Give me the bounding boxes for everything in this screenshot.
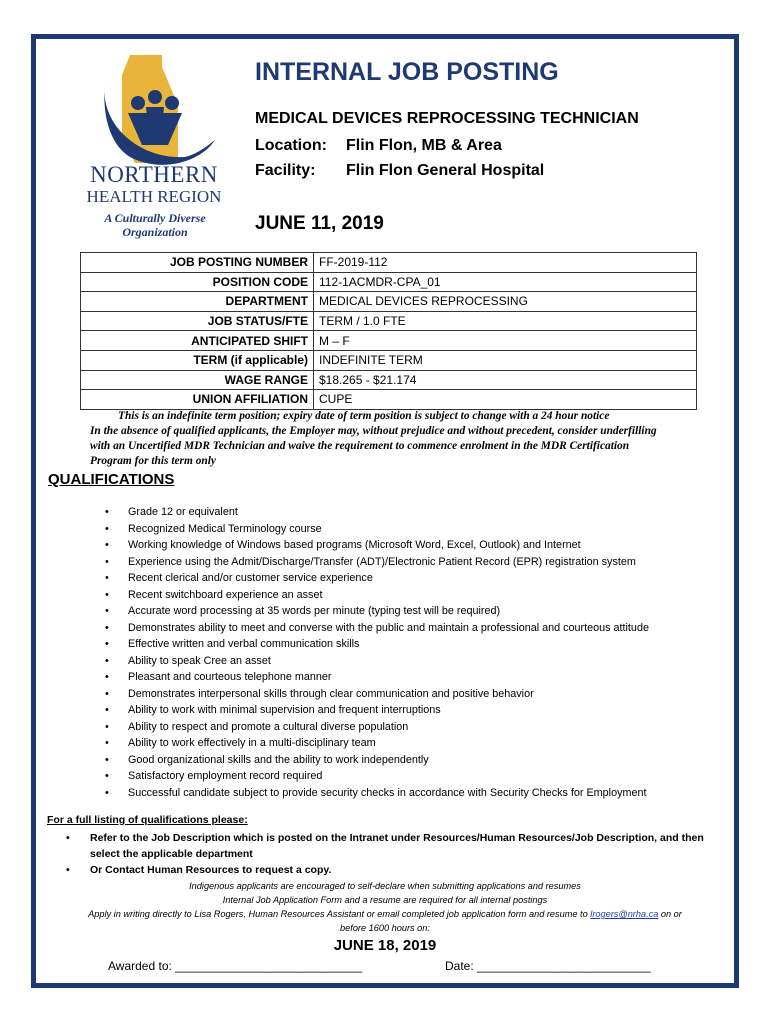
list-item: • Recognized Medical Terminology course	[100, 521, 649, 538]
absence-note-line3: Program for this term only	[90, 455, 216, 467]
list-item: • Successful candidate subject to provide security checks in accordance with Security Checks for Employment	[100, 785, 649, 802]
list-item: • Demonstrates interpersonal skills through clear communication and positive behavior	[100, 686, 649, 703]
detail-value: M – F	[314, 331, 697, 351]
detail-label: JOB STATUS/FTE	[81, 311, 314, 331]
qualifications-heading: QUALIFICATIONS	[48, 471, 175, 488]
table-row	[81, 370, 697, 390]
job-details-table	[80, 252, 697, 410]
list-item: • Ability to work effectively in a multi-disciplinary team	[100, 735, 649, 752]
detail-value: FF-2019-112	[314, 253, 697, 273]
org-tagline: A Culturally Diverse Organization	[104, 211, 206, 239]
closing-date: JUNE 18, 2019	[333, 937, 437, 954]
figure-head	[131, 96, 145, 110]
detail-value: INDEFINITE TERM	[314, 350, 697, 370]
date-field: Date: __________________________	[445, 959, 651, 973]
figure-head	[148, 90, 162, 104]
table-row	[81, 272, 697, 292]
table-row	[81, 331, 697, 351]
absence-note-line1: In the absence of qualified applicants, the Employer may, without prejudice and without precedent, consider underfilling	[90, 425, 657, 437]
table-row	[81, 253, 697, 273]
detail-label: JOB POSTING NUMBER	[81, 253, 314, 273]
page-title: INTERNAL JOB POSTING	[255, 58, 559, 86]
list-item: • Pleasant and courteous telephone manner	[100, 669, 649, 686]
facility-line	[255, 162, 544, 180]
table-row	[81, 350, 697, 370]
list-item: • Ability to speak Cree an asset	[100, 653, 649, 670]
list-item: • Experience using the Admit/Discharge/Transfer (ADT)/Electronic Patient Record (EPR) registration system	[100, 554, 649, 571]
detail-value: CUPE	[314, 390, 697, 410]
list-item: • Ability to work with minimal supervision and frequent interruptions	[100, 702, 649, 719]
position-title: MEDICAL DEVICES REPROCESSING TECHNICIAN	[255, 110, 639, 127]
email-link[interactable]: lrogers@nrha.ca	[590, 909, 659, 919]
figure-head	[165, 96, 179, 110]
list-item: • Ability to respect and promote a cultural diverse population	[100, 719, 649, 736]
apply-text: Apply in writing directly to Lisa Rogers, Human Resources Assistant or email completed job application form and resume to	[88, 909, 588, 919]
table-row	[81, 311, 697, 331]
location-line	[255, 137, 502, 155]
detail-label: ANTICIPATED SHIFT	[81, 331, 314, 351]
absence-note-line2: with an Uncertified MDR Technician and waive the requirement to commence enrolment in the MDR Certification	[90, 440, 630, 452]
table-row	[81, 390, 697, 410]
detail-label: WAGE RANGE	[81, 370, 314, 390]
form-note: Internal Job Application Form and a resume are required for all internal postings	[222, 895, 548, 905]
detail-label: DEPARTMENT	[81, 292, 314, 312]
list-item: • Recent clerical and/or customer service experience	[100, 570, 649, 587]
list-item: • Effective written and verbal communication skills	[100, 636, 649, 653]
list-item: • Recent switchboard experience an asset	[100, 587, 649, 604]
location-label: Location:	[255, 137, 327, 154]
org-name-line2: HEALTH REGION	[86, 187, 222, 206]
list-item: • Or Contact Human Resources to request a copy.	[64, 862, 714, 878]
list-item: • Working knowledge of Windows based programs (Microsoft Word, Excel, Outlook) and Internet	[100, 537, 649, 554]
posting-date: JUNE 11, 2019	[255, 213, 384, 234]
list-item: • Grade 12 or equivalent	[100, 504, 649, 521]
detail-value: MEDICAL DEVICES REPROCESSING	[314, 292, 697, 312]
detail-label: POSITION CODE	[81, 272, 314, 292]
list-item: • Demonstrates ability to meet and converse with the public and maintain a professional and courteous attitude	[100, 620, 649, 637]
detail-label: TERM (if applicable)	[81, 350, 314, 370]
full-listing-list	[64, 830, 714, 878]
term-note: This is an indefinite term position; expiry date of term position is subject to change with a 24 hour notice	[118, 410, 610, 422]
detail-label: UNION AFFILIATION	[81, 390, 314, 410]
facility-value: Flin Flon General Hospital	[346, 162, 545, 179]
apply-instructions	[40, 907, 730, 921]
detail-value: $18.265 - $21.174	[314, 370, 697, 390]
list-item: • Refer to the Job Description which is posted on the Intranet under Resources/Human Resources/Job Description, and then select the applicable department	[64, 830, 714, 862]
list-item: • Good organizational skills and the ability to work independently	[100, 752, 649, 769]
qualifications-list	[100, 504, 649, 801]
table-row	[81, 292, 697, 312]
detail-value: TERM / 1.0 FTE	[314, 311, 697, 331]
location-value: Flin Flon, MB & Area	[346, 137, 502, 154]
org-name-line1: NORTHERN	[90, 162, 218, 187]
indigenous-note: Indigenous applicants are encouraged to self-declare when submitting applications and resumes	[189, 881, 581, 891]
facility-label: Facility:	[255, 162, 316, 179]
apply-suffix: on or	[660, 909, 682, 919]
list-item: • Accurate word processing at 35 words per minute (typing test will be required)	[100, 603, 649, 620]
list-item: • Satisfactory employment record required	[100, 768, 649, 785]
awarded-to-field: Awarded to: ____________________________	[108, 959, 363, 973]
apply-deadline-line: before 1600 hours on:	[340, 923, 430, 933]
detail-value: 112-1ACMDR-CPA_01	[314, 272, 697, 292]
full-listing-heading: For a full listing of qualifications please:	[47, 814, 248, 826]
